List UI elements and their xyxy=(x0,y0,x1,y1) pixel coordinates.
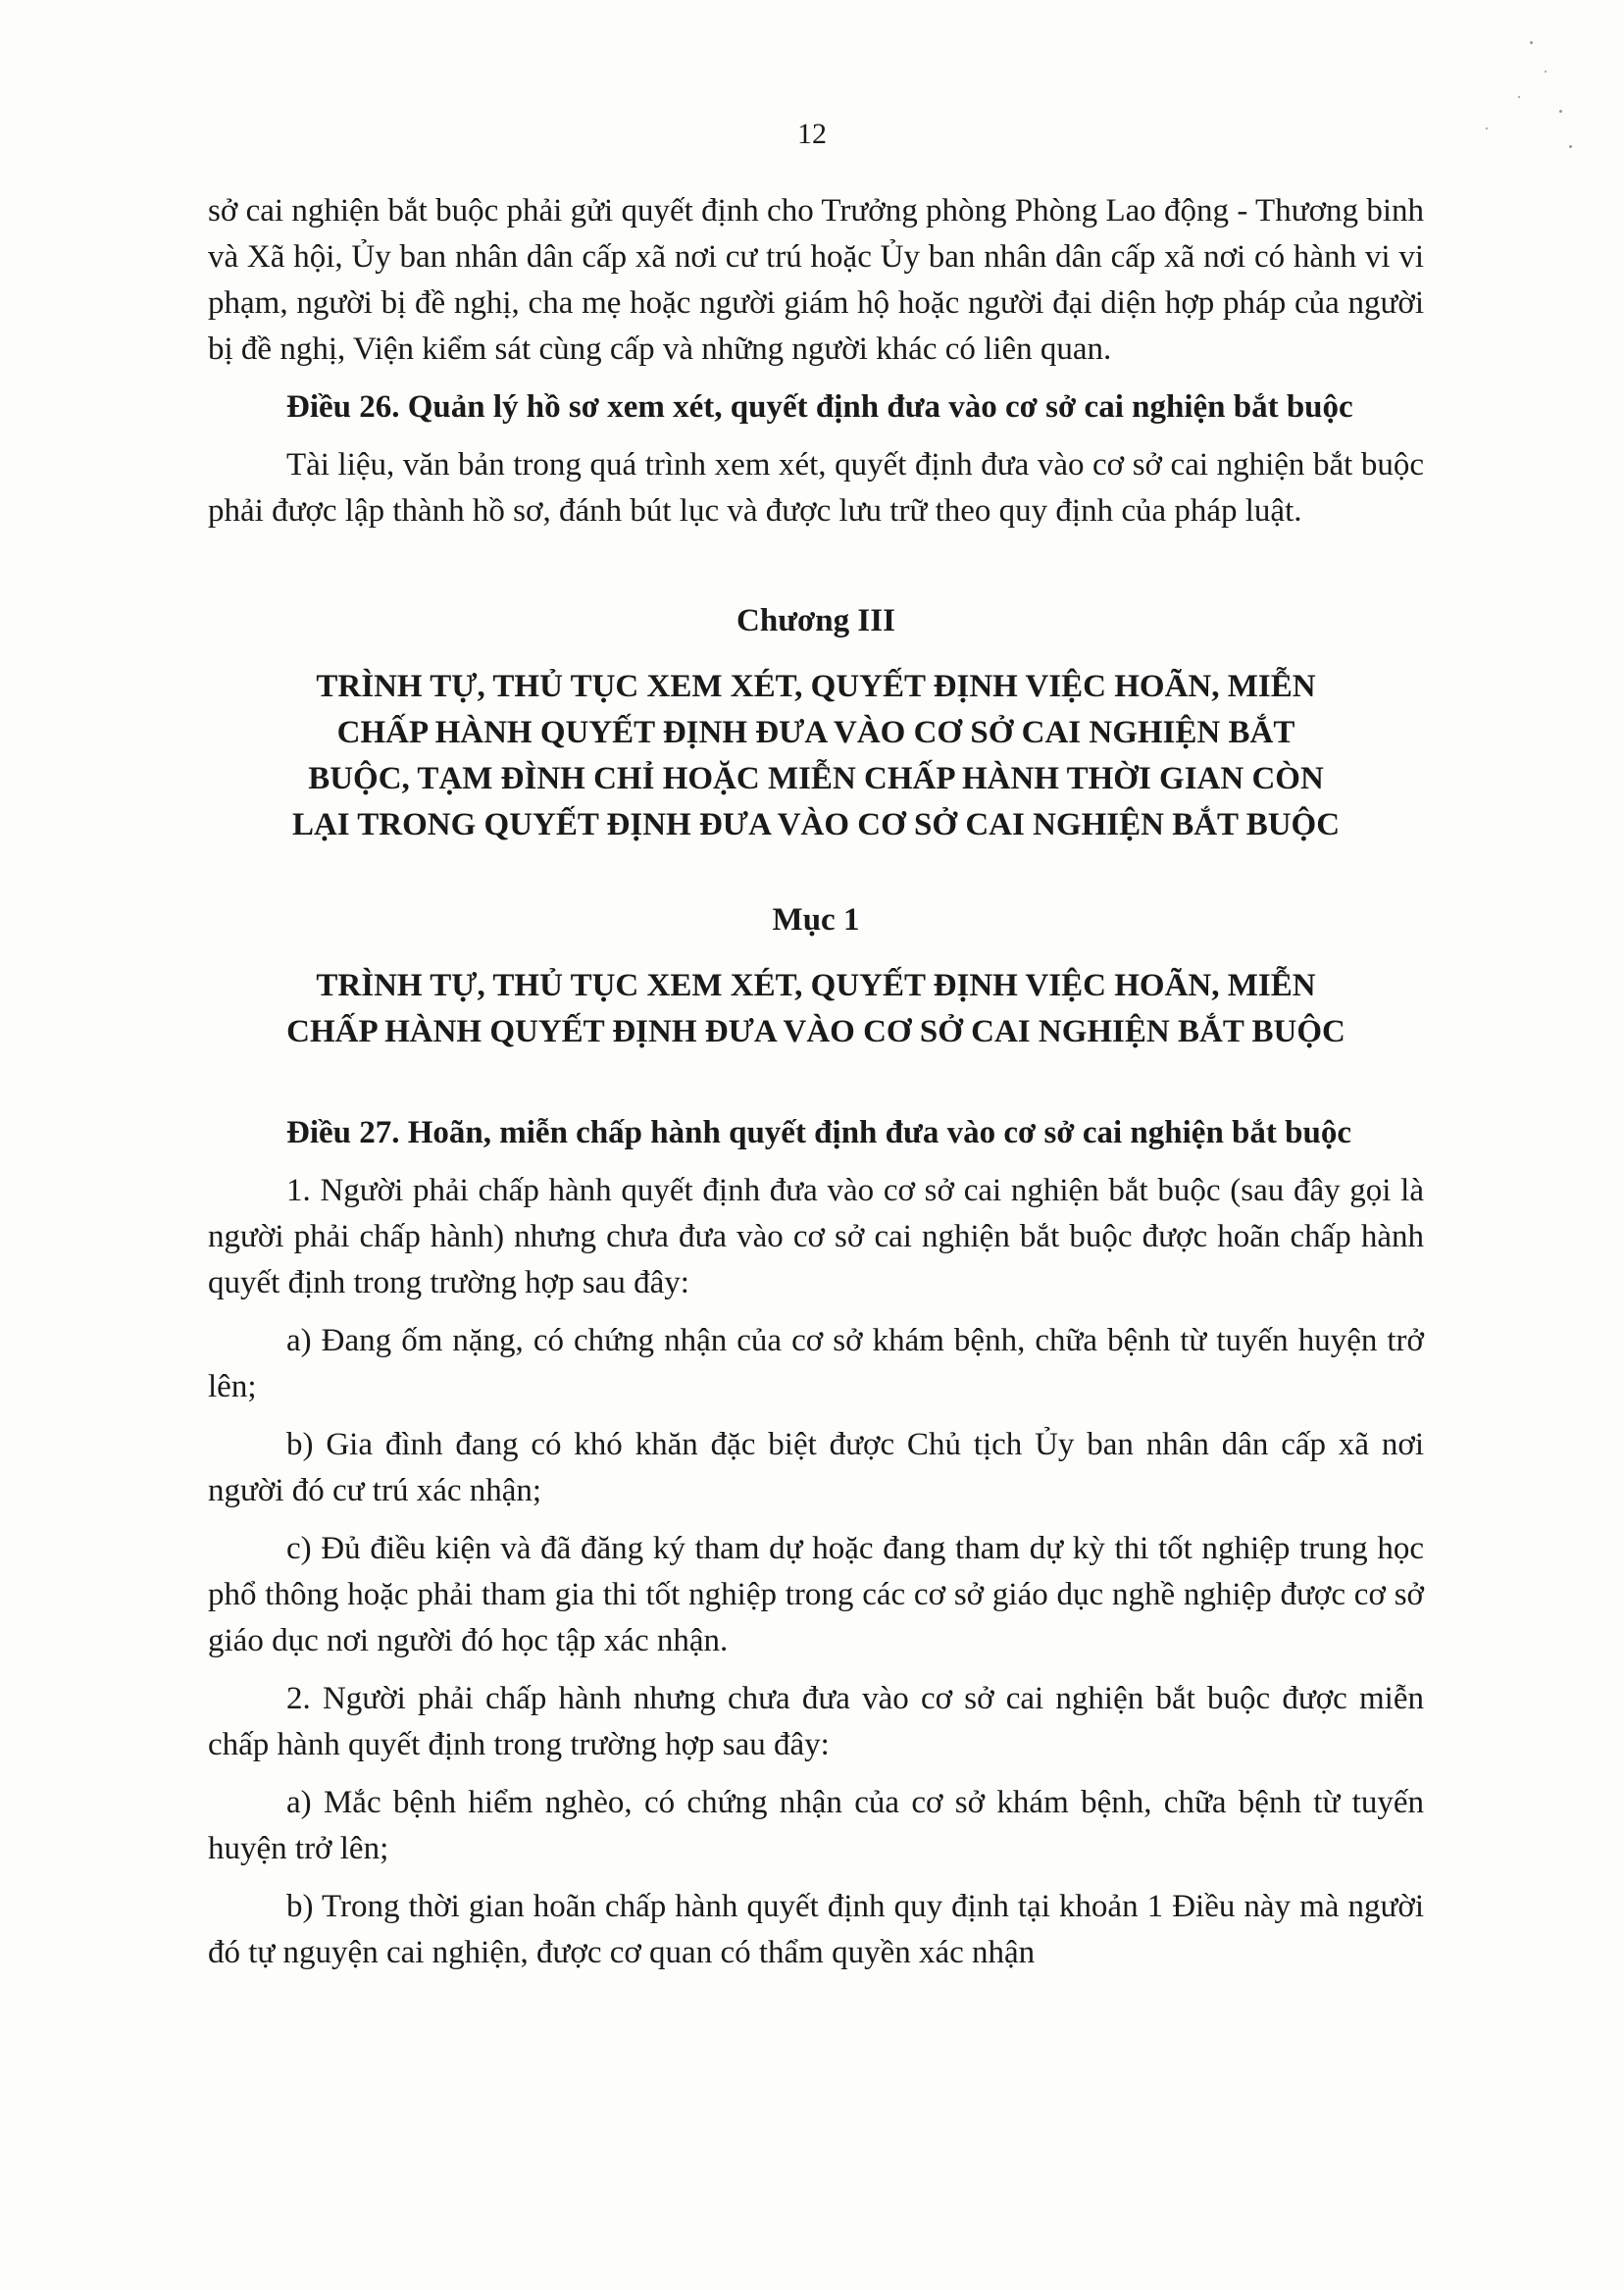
chapter-title-line: CHẤP HÀNH QUYẾT ĐỊNH ĐƯA VÀO CƠ SỞ CAI NGHIỆN BẮT xyxy=(336,715,1295,750)
article-27-clause-2-a: a) Mắc bệnh hiểm nghèo, có chứng nhận của cơ sở khám bệnh, chữa bệnh từ tuyến huyện trở lên; xyxy=(208,1785,1424,1866)
section-label: Mục 1 xyxy=(772,902,860,938)
scan-speck xyxy=(1530,41,1533,44)
paragraph-continuation: sở cai nghiện bắt buộc phải gửi quyết định cho Trưởng phòng Phòng Lao động - Thương binh và Xã hội, Ủy ban nhân dân cấp xã nơi cư trú hoặc Ủy ban nhân dân cấp xã nơi có hành vi vi phạm, người bị đề nghị, cha mẹ hoặc người giám hộ hoặc người đại diện hợp pháp của người bị đề nghị, Viện kiểm sát cùng cấp và những người khác có liên quan. xyxy=(208,193,1424,367)
section-title xyxy=(208,963,1424,1055)
article-27-clause-1-b: b) Gia đình đang có khó khăn đặc biệt được Chủ tịch Ủy ban nhân dân cấp xã nơi người đó cư trú xác nhận; xyxy=(208,1427,1424,1508)
article-26-title: Điều 26. Quản lý hồ sơ xem xét, quyết định đưa vào cơ sở cai nghiện bắt buộc xyxy=(286,389,1353,425)
chapter-label: Chương III xyxy=(736,603,895,638)
scan-speck xyxy=(1486,127,1488,129)
chapter-title-line: LẠI TRONG QUYẾT ĐỊNH ĐƯA VÀO CƠ SỞ CAI NGHIỆN BẮT BUỘC xyxy=(291,807,1341,842)
article-27-clause-2-b: b) Trong thời gian hoãn chấp hành quyết định quy định tại khoản 1 Điều này mà người đó tự nguyện cai nghiện, được cơ quan có thẩm quyền xác nhận xyxy=(208,1889,1424,1970)
article-27-clause-2: 2. Người phải chấp hành nhưng chưa đưa vào cơ sở cai nghiện bắt buộc được miễn chấp hành quyết định trong trường hợp sau đây: xyxy=(208,1681,1424,1762)
scan-speck xyxy=(1545,71,1547,73)
article-27-clause-1: 1. Người phải chấp hành quyết định đưa vào cơ sở cai nghiện bắt buộc (sau đây gọi là người phải chấp hành) nhưng chưa đưa vào cơ sở cai nghiện bắt buộc được hoãn chấp hành quyết định trong trường hợp sau đây: xyxy=(208,1173,1424,1300)
section-title-line: CHẤP HÀNH QUYẾT ĐỊNH ĐƯA VÀO CƠ SỞ CAI NGHIỆN BẮT BUỘC xyxy=(286,1014,1345,1049)
chapter-title xyxy=(208,664,1424,848)
scan-speck xyxy=(1559,110,1562,113)
chapter-title-line: TRÌNH TỰ, THỦ TỤC XEM XÉT, QUYẾT ĐỊNH VIỆC HOÃN, MIỄN xyxy=(316,669,1316,704)
article-26-body: Tài liệu, văn bản trong quá trình xem xét, quyết định đưa vào cơ sở cai nghiện bắt buộc phải được lập thành hồ sơ, đánh bút lục và được lưu trữ theo quy định của pháp luật. xyxy=(208,447,1424,529)
article-27-title: Điều 27. Hoãn, miễn chấp hành quyết định đưa vào cơ sở cai nghiện bắt buộc xyxy=(286,1115,1351,1150)
scan-speck xyxy=(1569,145,1572,148)
document-body xyxy=(208,188,1424,1976)
chapter-title-line: BUỘC, TẠM ĐÌNH CHỈ HOẶC MIỄN CHẤP HÀNH THỜI GIAN CÒN xyxy=(308,761,1324,796)
page-number: 12 xyxy=(797,118,827,150)
section-title-line: TRÌNH TỰ, THỦ TỤC XEM XÉT, QUYẾT ĐỊNH VIỆC HOÃN, MIỄN xyxy=(316,968,1316,1003)
scan-speck xyxy=(1518,96,1520,98)
article-27-clause-1-c: c) Đủ điều kiện và đã đăng ký tham dự hoặc đang tham dự kỳ thi tốt nghiệp trung học phổ thông hoặc phải tham gia thi tốt nghiệp trong các cơ sở giáo dục nghề nghiệp được cơ sở giáo dục nơi người đó học tập xác nhận. xyxy=(208,1531,1424,1658)
article-27-clause-1-a: a) Đang ốm nặng, có chứng nhận của cơ sở khám bệnh, chữa bệnh từ tuyến huyện trở lên; xyxy=(208,1323,1424,1404)
